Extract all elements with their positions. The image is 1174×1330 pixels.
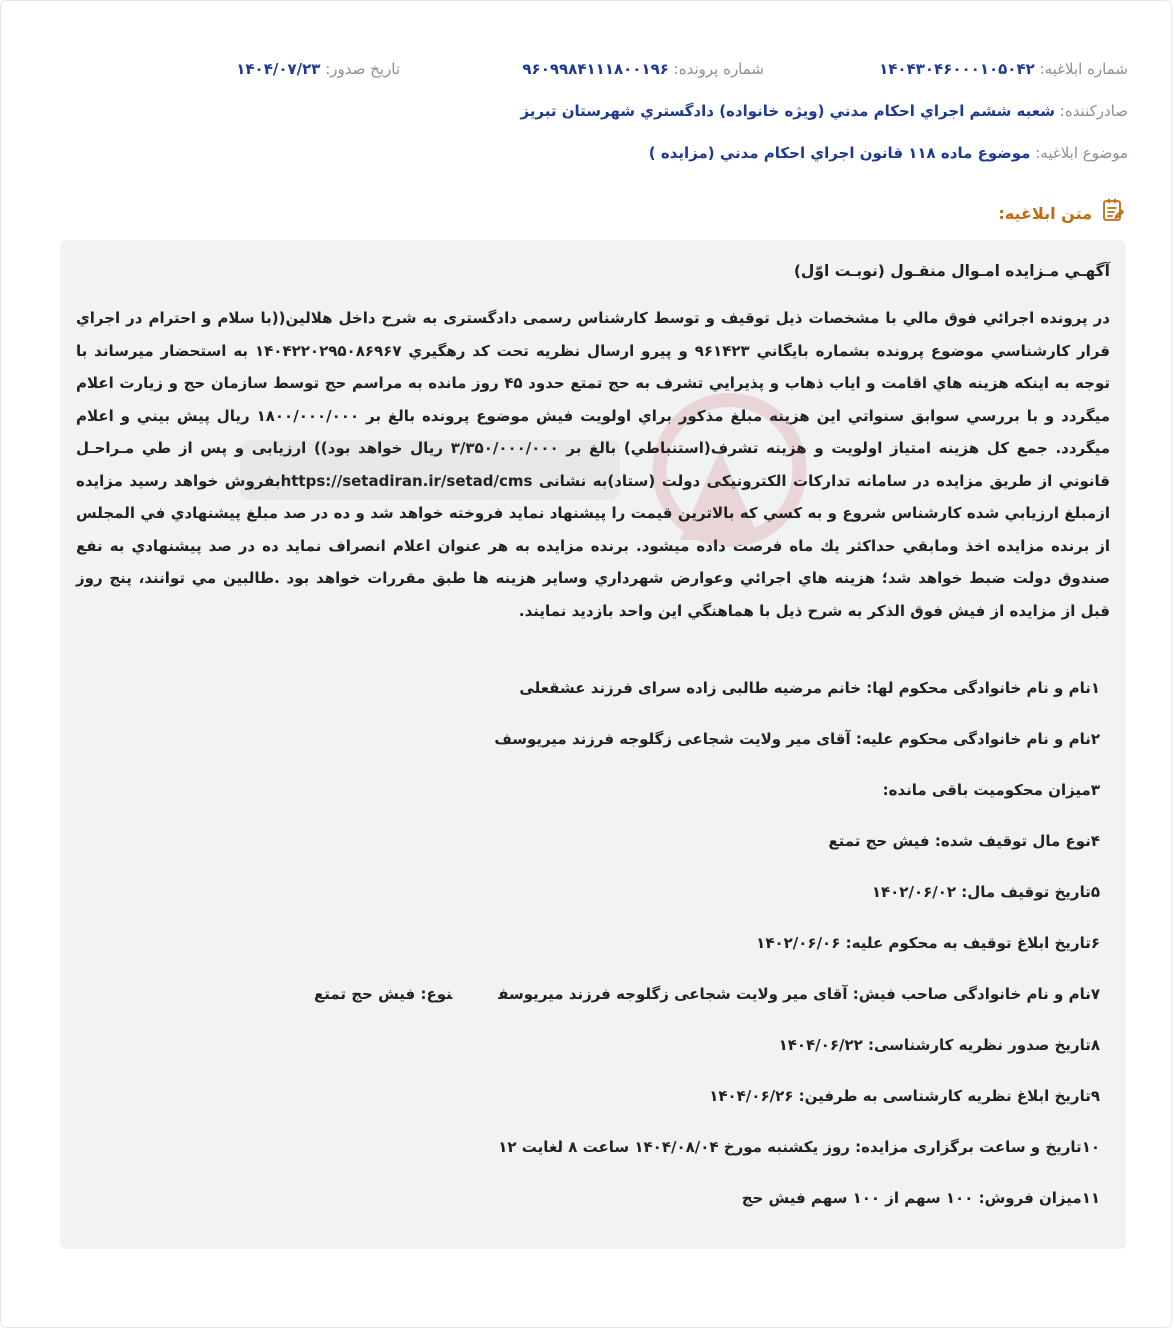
- issuer-label: صادرکننده:: [1059, 102, 1128, 120]
- meta-row-issuer: [40, 96, 1128, 126]
- issue-date-value: ۱۴۰۴/۰۷/۲۳: [236, 60, 321, 78]
- issue-date-label: تاریخ صدور:: [325, 60, 400, 78]
- list-item: ۸تاریخ صدور نظریه کارشناسی: ۱۴۰۴/۰۶/۲۲: [778, 1036, 1100, 1054]
- meta-row-numbers: [40, 54, 1128, 84]
- case-number: [522, 54, 764, 84]
- issuer-value: شعبه ششم اجراي احكام مدني (ويژه خانواده) دادگستري شهرستان تبريز: [520, 102, 1055, 120]
- notice-text-title: [998, 200, 1126, 228]
- details-list: [80, 676, 1100, 1237]
- list-item: ۱نام و نام خانوادگی محکوم لها: خانم مرضیه طالبی زاده سرای فرزند عشقعلی: [519, 679, 1100, 697]
- subject-label: موضوع ابلاغیه:: [1035, 144, 1128, 162]
- list-item: ۵تاریخ توقیف مال: ۱۴۰۲/۰۶/۰۲: [871, 883, 1100, 901]
- notice-number: [879, 54, 1128, 84]
- document-icon: [1100, 197, 1126, 232]
- list-item: ۷نام و نام خانوادگی صاحب فیش: آقای میر ولایت شجاعی زگلوجه فرزند میریوسفنوع: فیش حج تمتع: [313, 985, 1100, 1003]
- notice-heading: آگهـي مـزايده امـوال منقـول (نوبـت اوّل): [793, 262, 1110, 280]
- list-item-extra: نوع: فیش حج تمتع: [313, 985, 453, 1003]
- list-item: ۱۰تاریخ و ساعت برگزاری مزایده: روز یکشنبه مورخ ۱۴۰۴/۰۸/۰۴ ساعت ۸ لغایت ۱۲: [498, 1138, 1100, 1156]
- list-item: ۴نوع مال توقیف شده: فیش حج تمتع: [828, 832, 1100, 850]
- notice-number-label: شماره ابلاغیه:: [1039, 60, 1128, 78]
- meta-row-subject: [40, 138, 1128, 168]
- subject-value: موضوع ماده ۱۱۸ قانون اجراي احكام مدني (مزايده ): [648, 144, 1031, 162]
- notice-number-value: ۱۴۰۴۳۰۴۶۰۰۰۱۰۵۰۴۲: [879, 60, 1035, 78]
- case-number-label: شماره پرونده:: [673, 60, 764, 78]
- list-item: ۱۱میزان فروش: ۱۰۰ سهم از ۱۰۰ سهم فیش حج: [741, 1189, 1100, 1207]
- list-item: ۹تاریخ ابلاغ نظریه کارشناسی به طرفین: ۱۴۰۴/۰۶/۲۶: [709, 1087, 1100, 1105]
- issue-date: [236, 54, 400, 84]
- notice-text-title-label: متن ابلاغیه:: [998, 204, 1092, 223]
- list-item: ۲نام و نام خانوادگی محکوم علیه: آقای میر ولایت شجاعی زگلوجه فرزند میریوسف: [494, 730, 1100, 748]
- list-item: ۳میزان محکومیت باقی مانده:: [882, 781, 1100, 799]
- case-number-value: ۹۶۰۹۹۸۴۱۱۱۸۰۰۱۹۶: [522, 60, 669, 78]
- notice-content: [60, 240, 1126, 1249]
- list-item: ۶تاریخ ابلاغ توقیف به محکوم علیه: ۱۴۰۲/۰۶/۰۶: [756, 934, 1100, 952]
- notice-paragraph: در پرونده اجرائي فوق مالي با مشخصات ذيل توقيف و توسط كارشناس رسمی دادگستری به شرح داخل هلالین((با سلام و احترام در اجراي قرار كارشناسي موضوع پرونده بشماره بايگاني ۹۶۱۴۲۳ و پيرو ارسال نظريه تحت كد رهگيري ۱۴۰۴۲۲۰۲۹۵۰۸۶۹۶۷ به استحضار ميرساند با توجه به اينكه هزينه هاي اقامت و اياب ذهاب و پذيرايي تشرف به حج تمتع حدود ۴۵ روز مانده به مراسم حج توسط سازمان حج و زيارت اعلام ميگردد و با بررسي سوابق سنواتي اين هزينه مبلغ مذكور براي اولويت فيش موضوع پرونده بالغ بر ۱۸۰۰/۰۰۰/۰۰۰ ريال پيش بيني و اعلام ميگردد. جمع كل هزينه امتياز اولويت و هزينه تشرف(استنباطي) بالغ بر ۳/۳۵۰/۰۰۰/۰۰۰ ريال خواهد بود)) ارزيابی و پس از طي مـراحـل قانوني از طريق مزايده در سامانه تداركات الكترونيكی دولت (ستاد)به نشانی https://setadiran.ir/setad/cmsبفروش خواهد رسيد مزايده ازمبلغ ارزيابي شده كارشناس شروع و به كسي كه بالاترين قيمت را پيشنهاد نمايد فروخته خواهد شد و ده در صد مبلغ پيشنهادي في المجلس از برنده مزايده اخذ ومابقي حداكثر يك ماه فرصت داده ميشود. برنده مزايده به هر عنوان اعلام انصراف نمايد ده در صد پيشنهادي به نفع صندوق دولت ضبط خواهد شد؛ هزينه هاي اجرائي وعوارض شهرداري وساير هزينه ها طبق مقررات خواهد بود .طالبين مي توانند، پنج روز قبل از مزايده از فيش فوق الذكر به شرح ذيل با هماهنگي اين واحد بازديد نمايند.: [76, 309, 1110, 620]
